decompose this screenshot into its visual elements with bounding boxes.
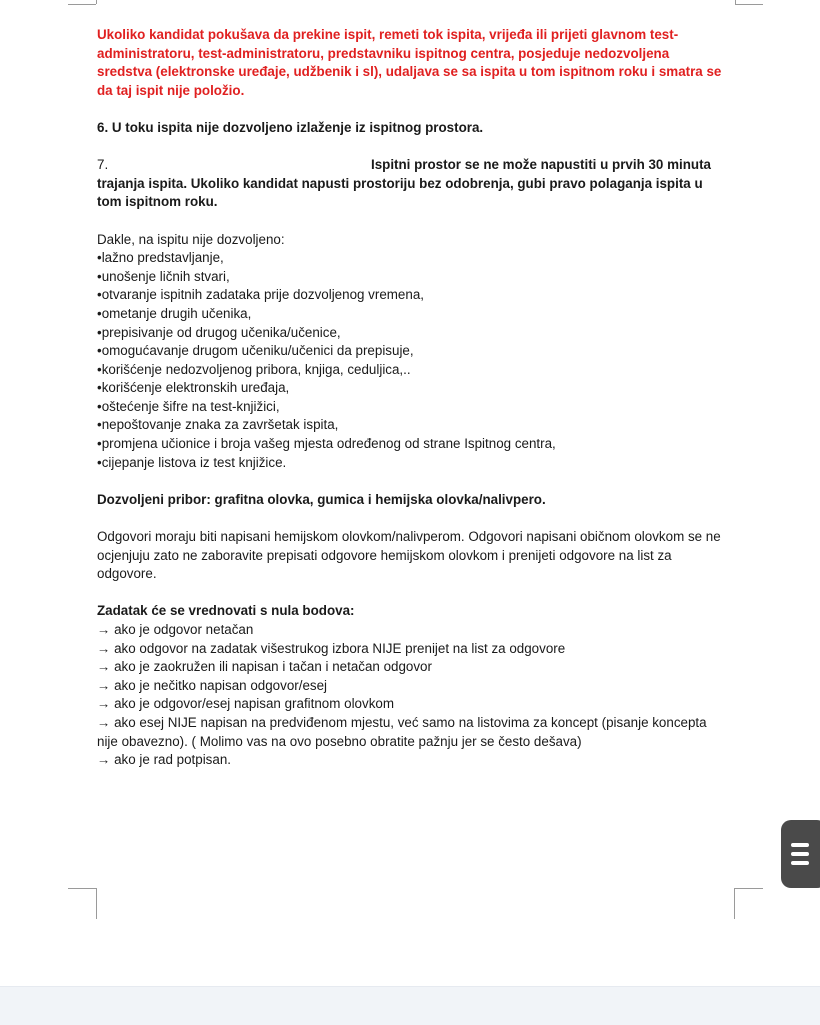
- forbidden-list: [97, 249, 727, 472]
- list-item: •ometanje drugih učenika,: [97, 305, 252, 321]
- list-item: •omogućavanje drugom učeniku/učenici da prepisuje,: [97, 343, 414, 359]
- list-item: → ako je odgovor/esej napisan grafitnom olovkom: [97, 696, 394, 712]
- list-item: •promjena učionice i broja vašeg mjesta određenog od strane Ispitnog centra,: [97, 436, 556, 452]
- crop-mark-bottom-left: [68, 888, 97, 919]
- rule-7-number: 7.: [97, 157, 109, 173]
- zero-points-title: Zadatak će se vrednovati s nula bodova:: [97, 603, 355, 619]
- list-item: → ako odgovor na zadatak višestrukog izbora NIJE prenijet na list za odgovore: [97, 640, 566, 656]
- warning-paragraph: Ukoliko kandidat pokušava da prekine ispit, remeti tok ispita, vrijeđa ili prijeti glavnom test-administratoru, test-administratoru, predstavniku ispitnog centra, posjeduje nedozvoljena sredstva (elektronske uređaje, udžbenik i sl), udaljava se sa ispita u tom ispitnom roku i smatra se da taj ispit nije položio.: [97, 27, 722, 98]
- crop-mark-top-right: [735, 0, 763, 5]
- list-item: •prepisivanje od drugog učenika/učenice,: [97, 324, 341, 340]
- allowed-equipment: Dozvoljeni pribor: grafitna olovka, gumica i hemijska olovka/nalivpero.: [97, 491, 546, 507]
- bottom-bar: [0, 986, 820, 1025]
- list-item: •nepoštovanje znaka za završetak ispita,: [97, 417, 339, 433]
- list-item: •unošenje ličnih stvari,: [97, 268, 230, 284]
- forbidden-title: Dakle, na ispitu nije dozvoljeno:: [97, 231, 285, 247]
- crop-mark-top-left-vertical: [96, 0, 97, 4]
- answers-note: Odgovori moraju biti napisani hemijskom olovkom/nalivperom. Odgovori napisani običnom olovkom se ne ocjenjuju zato ne zaboravite prepisati odgovore hemijskom olovkom i prenijeti odgovore na list za odgovore.: [97, 529, 721, 582]
- list-item: •cijepanje listova iz test knjižice.: [97, 454, 287, 470]
- rule-7-lead: Ispitni prostor se ne može napustiti u prvih 30 minuta: [370, 157, 711, 173]
- hamburger-menu-icon: [791, 843, 809, 865]
- list-item: •lažno predstavljanje,: [97, 250, 224, 266]
- list-item: •otvaranje ispitnih zadataka prije dozvoljenog vremena,: [97, 287, 424, 303]
- list-item: → ako je rad potpisan.: [97, 752, 231, 768]
- rule-7-first-line: [97, 156, 727, 175]
- list-item: •oštećenje šifre na test-knjižici,: [97, 398, 280, 414]
- zero-points-list: [97, 621, 727, 770]
- list-item: → ako je nečitko napisan odgovor/esej: [97, 677, 328, 693]
- list-item: •korišćenje elektronskih uređaja,: [97, 380, 290, 396]
- rule-6: 6. U toku ispita nije dozvoljeno izlaženje iz ispitnog prostora.: [97, 119, 484, 135]
- list-item: •korišćenje nedozvoljenog pribora, knjiga, ceduljica,..: [97, 361, 411, 377]
- list-item: → ako je zaokružen ili napisan i tačan i netačan odgovor: [97, 659, 432, 675]
- crop-mark-top-right-vertical: [735, 0, 736, 4]
- crop-mark-bottom-right: [734, 888, 763, 919]
- rule-7-text: trajanja ispita. Ukoliko kandidat napusti prostoriju bez odobrenja, gubi pravo polaganja ispita u tom ispitnom roku.: [97, 175, 703, 210]
- document-page: [97, 26, 727, 770]
- menu-button[interactable]: [781, 820, 820, 888]
- crop-mark-top-left: [68, 0, 96, 5]
- list-item: → ako esej NIJE napisan na predviđenom mjestu, već samo na listovima za koncept (pisanje koncepta nije obavezno). ( Molimo vas na ovo posebno obratite pažnju jer se često dešava): [97, 714, 707, 749]
- list-item: → ako je odgovor netačan: [97, 622, 254, 637]
